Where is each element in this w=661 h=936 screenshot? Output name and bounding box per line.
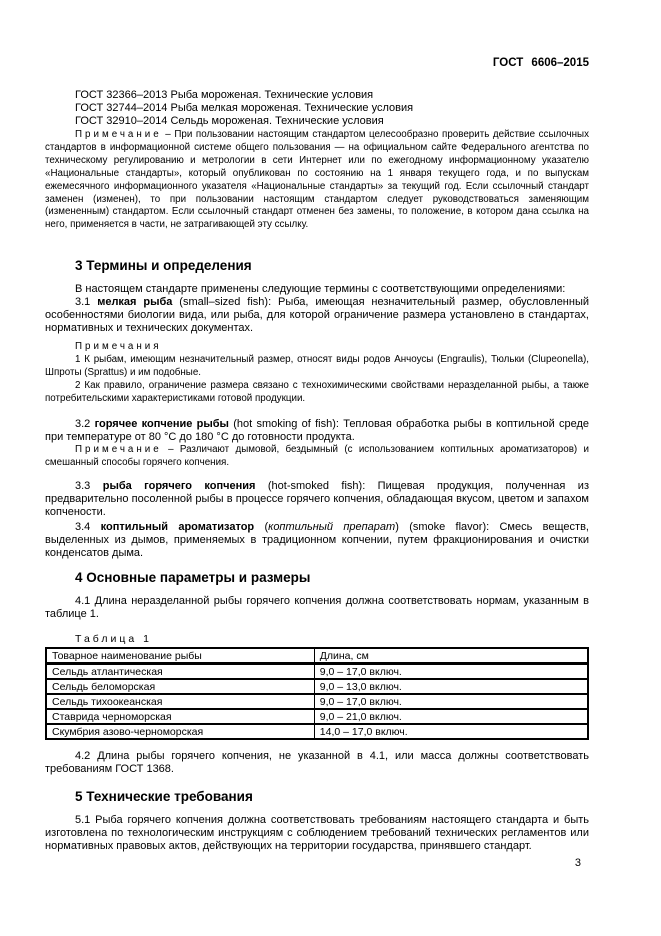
note-text: – Различают дымовой, бездымный (с использованием коптильных ароматизаторов) и смешанный способы горячего копчения. — [45, 443, 589, 468]
table-1-label: Таблица 1 — [75, 632, 152, 645]
table-cell-length: 9,0 – 17,0 включ. — [314, 663, 588, 679]
term-alt-paren: ) — [395, 520, 410, 533]
term-3-2-note — [45, 444, 589, 470]
term-definition: (small–sized fish): Рыба, имеющая незначительный размер, обусловленный особенностями биологии вида, или рыба, для которой ограничение размера установлено в стандартах, нормативных и технических документах. — [45, 296, 590, 335]
term-name: горячее копчение рыбы — [94, 417, 229, 430]
term-alt-paren: ( — [254, 520, 269, 533]
table-cell-length: 9,0 – 13,0 включ. — [314, 679, 588, 694]
term-definition: (hot-smoked fish): Пищевая продукция, полученная из предварительно посоленной рыбы в процессе горячего копчения, обладающая вкусом, цветом и запахом копчености. — [45, 479, 589, 518]
term-3-1-notes — [45, 341, 589, 406]
clause-4-2: 4.2 Длина рыбы горячего копчения, не указанной в 4.1, или масса должны соответствовать требованиям ГОСТ 1368. — [45, 749, 589, 775]
clause-4-1: 4.1 Длина неразделанной рыбы горячего копчения должна соответствовать нормам, указанным в таблице 1. — [45, 594, 589, 620]
term-number: 3.4 — [75, 520, 91, 533]
term-number: 3.2 — [75, 417, 91, 430]
table-row — [46, 709, 588, 724]
term-name: рыба горячего копчения — [102, 479, 256, 492]
table-cell-fish-name: Сельдь атлантическая — [46, 663, 314, 679]
section-5-heading: 5 Технические требования — [75, 788, 253, 804]
notes-label: Примечания — [75, 341, 162, 353]
table-cell-length: 14,0 – 17,0 включ. — [319, 725, 408, 738]
note-label: Примечание — [75, 129, 162, 140]
reference-item: ГОСТ 32366–2013 Рыба мороженая. Технические условия — [75, 89, 374, 101]
references-note — [45, 129, 589, 232]
note-item: 1 К рыбам, имеющим незначительный размер, относят виды родов Анчоусы (Engraulis), Тюльки (Clupeonella), Шпроты (Sprattus) и им подобные. — [45, 354, 589, 379]
column-header-length: Длина, см — [314, 648, 588, 664]
term-number: 3.1 — [75, 296, 91, 309]
term-3-3 — [45, 480, 589, 519]
table-row — [46, 694, 588, 709]
reference-item: ГОСТ 32744–2014 Рыба мелкая мороженая. Технические условия — [75, 102, 414, 114]
page-number: 3 — [574, 857, 581, 869]
table-cell-fish-name: Скумбрия азово-черноморская — [46, 724, 314, 739]
term-name: коптильный ароматизатор — [100, 520, 255, 533]
table-cell-length: 9,0 – 21,0 включ. — [314, 709, 588, 724]
reference-item: ГОСТ 32910–2014 Сельдь мороженая. Технические условия — [75, 115, 384, 127]
reference-list — [45, 89, 589, 128]
term-3-1 — [45, 296, 589, 335]
section-4-heading: 4 Основные параметры и размеры — [75, 569, 311, 585]
term-3-2 — [45, 418, 589, 444]
term-definition: (smoke flavor): Смесь веществ, выделенных из дымов, применяемых в традиционном копчении, путем фракционирования и очистки конденсатов дыма. — [45, 520, 589, 559]
term-alt-name: коптильный препарат — [268, 520, 396, 533]
term-definition: (hot smoking of fish): Тепловая обработка рыбы в коптильной среде при температуре от 80 °С до 180 °С до готовности продукта. — [45, 417, 590, 443]
table-row — [46, 679, 588, 694]
table-cell-fish-name: Сельдь тихоокеанская — [46, 694, 314, 709]
term-3-4 — [45, 521, 589, 560]
note-item: 2 Как правило, ограничение размера связано с технохимическими свойствами неразделанной рыбы, а также потребительскими характеристиками готовой продукции. — [45, 379, 589, 404]
table-cell-fish-name: Ставрида черноморская — [46, 709, 314, 724]
clause-5-1: 5.1 Рыба горячего копчения должна соответствовать требованиям настоящего стандарта и быть изготовлена по технологическим инструкциям с соблюдением требований технических регламентов или нормативных правовых актов, действующих на территории государства, принявшего стандарт. — [45, 813, 589, 852]
section-3-intro: В настоящем стандарте применены следующие термины с соответствующими определениями: — [75, 283, 566, 296]
table-cell-fish-name: Сельдь беломорская — [46, 679, 314, 694]
table-row — [46, 663, 588, 679]
column-header-fish-name: Товарное наименование рыбы — [46, 648, 314, 664]
table-1 — [45, 647, 589, 740]
section-3-heading: 3 Термины и определения — [75, 258, 252, 274]
table-cell-length: 9,0 – 17,0 включ. — [314, 694, 588, 709]
note-text: – При пользовании настоящим стандартом целесообразно проверить действие ссылочных стандартов в информационной системе общего пользования — на официальном сайте Федерального агентства по техническому регулированию и метрологии в сети Интернет или по ежегодному информационному указателю «Национальные стандарты», который опубликован по состоянию на 1 января текущего года, и по выпускам ежемесячного информационного указателя «Национальные стандарты» за текущий год. Если ссылочный стандарт заменен (изменен), то при пользовании настоящим стандартом следует руководствоваться заменяющим (измененным) стандартом. Если ссылочный стандарт отменен без замены, то положение, в котором дана ссылка на него, применяется в части, не затрагивающей эту ссылку. — [45, 129, 589, 231]
term-number: 3.3 — [75, 479, 91, 492]
term-name: мелкая рыба — [97, 296, 173, 309]
note-label: Примечание — [75, 443, 162, 455]
table-header-row — [46, 648, 588, 664]
running-header: ГОСТ 6606–2015 — [492, 57, 589, 69]
table-row — [46, 724, 588, 739]
